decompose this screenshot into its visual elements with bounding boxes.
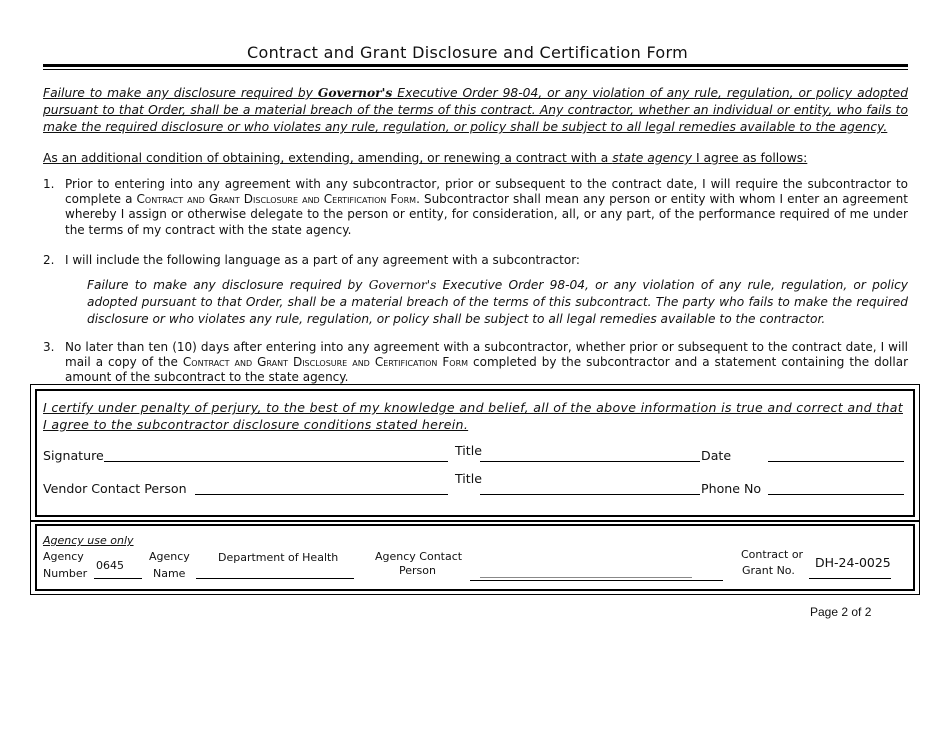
item-3-text: No later than ten (10) days after entering into any agreement with a subcontractor, whether prior or subsequent to the contract date, I will mail a copy of the Contract and Grant Disclosure and Certification Form completed by the subcontractor and a statement containing the dollar amount of the subcontract to the state agency. (65, 340, 909, 385)
agency-contact-label-1: Agency Contact (375, 550, 463, 563)
date-field[interactable] (768, 461, 904, 462)
additional-condition-line: As an additional condition of obtaining, extending, amending, or renewing a contract with a state agency I agree as follows: (43, 151, 808, 165)
page-number: Page 2 of 2 (810, 605, 872, 619)
date-label: Date (701, 448, 732, 463)
agency-number-label-1: Agency (43, 550, 84, 563)
item-1-number: 1. (43, 177, 55, 191)
contract-grant-label-1: Contract or (741, 548, 804, 561)
certification-statement: I certify under penalty of perjury, to the best of my knowledge and belief, all of the above information is true and correct and that I agree to the subcontractor disclosure conditions stated herein. (43, 400, 903, 432)
contract-grant-field[interactable] (809, 578, 891, 579)
signature-label: Signature (43, 448, 104, 463)
contract-grant-label-2: Grant No. (742, 564, 795, 577)
agency-contact-field-inner (480, 577, 692, 578)
phone-label: Phone No (701, 481, 762, 496)
item-2-number: 2. (43, 253, 55, 267)
agency-contact-label-2: Person (399, 564, 436, 577)
title-rule-thin (43, 69, 908, 70)
title-rule-thick (43, 64, 908, 67)
agency-name-field[interactable] (196, 578, 354, 579)
subcontract-clause-quote: Failure to make any disclosure required by Governor's Executive Order 98-04, or any violation of any rule, regulation, or policy adopted pursuant to that Order, shall be a material breach of the terms of this subcontract. The party who fails to make the required disclosure or who violates any rule, regulation, or policy shall be subject to all legal remedies available to the contractor. (87, 278, 908, 326)
item-1-text: Prior to entering into any agreement with any subcontractor, prior or subsequent to the contract date, I will require the subcontractor to complete a Contract and Grant Disclosure and Certification Form. Subcontractor shall mean any person or entity with whom I enter an agreement whereby I assign or otherwise delegate to the person or entity, for consideration, all, or any part, of the performance required of me under the terms of my contract with the state agency. (65, 177, 908, 237)
agency-name-label-1: Agency (149, 550, 190, 563)
title-label: Title (455, 443, 482, 458)
title-field-2[interactable] (480, 494, 700, 495)
phone-field[interactable] (768, 494, 904, 495)
vendor-contact-label: Vendor Contact Person (43, 481, 187, 496)
breach-warning-paragraph: Failure to make any disclosure required by Governor's Executive Order 98-04, or any violation of any rule, regulation, or policy adopted pursuant to that Order, shall be a material breach of the terms of this contract. Any contractor, whether an individual or entity, who fails to make the required disclosure or who violates any rule, regulation, or policy shall be subject to all legal remedies available to the agency. (43, 85, 908, 134)
governor-word: Governor's (317, 85, 393, 100)
item-3-number: 3. (43, 340, 55, 354)
agency-number-label-2: Number (43, 567, 88, 580)
agency-name-value: Department of Health (218, 551, 339, 564)
agency-use-only-label: Agency use only (43, 534, 134, 547)
form-title: Contract and Grant Disclosure and Certification Form (247, 43, 688, 62)
title-label-2: Title (455, 471, 482, 486)
agency-contact-field[interactable] (470, 580, 723, 581)
agency-number-field[interactable] (94, 578, 142, 579)
signature-field[interactable] (104, 461, 448, 462)
item-2-text: I will include the following language as a part of any agreement with a subcontractor: (65, 253, 580, 267)
agency-number-value: 0645 (96, 559, 124, 572)
contract-grant-value: DH-24-0025 (815, 555, 891, 570)
title-field[interactable] (480, 461, 700, 462)
agency-name-label-2: Name (153, 567, 186, 580)
vendor-contact-field[interactable] (195, 494, 448, 495)
